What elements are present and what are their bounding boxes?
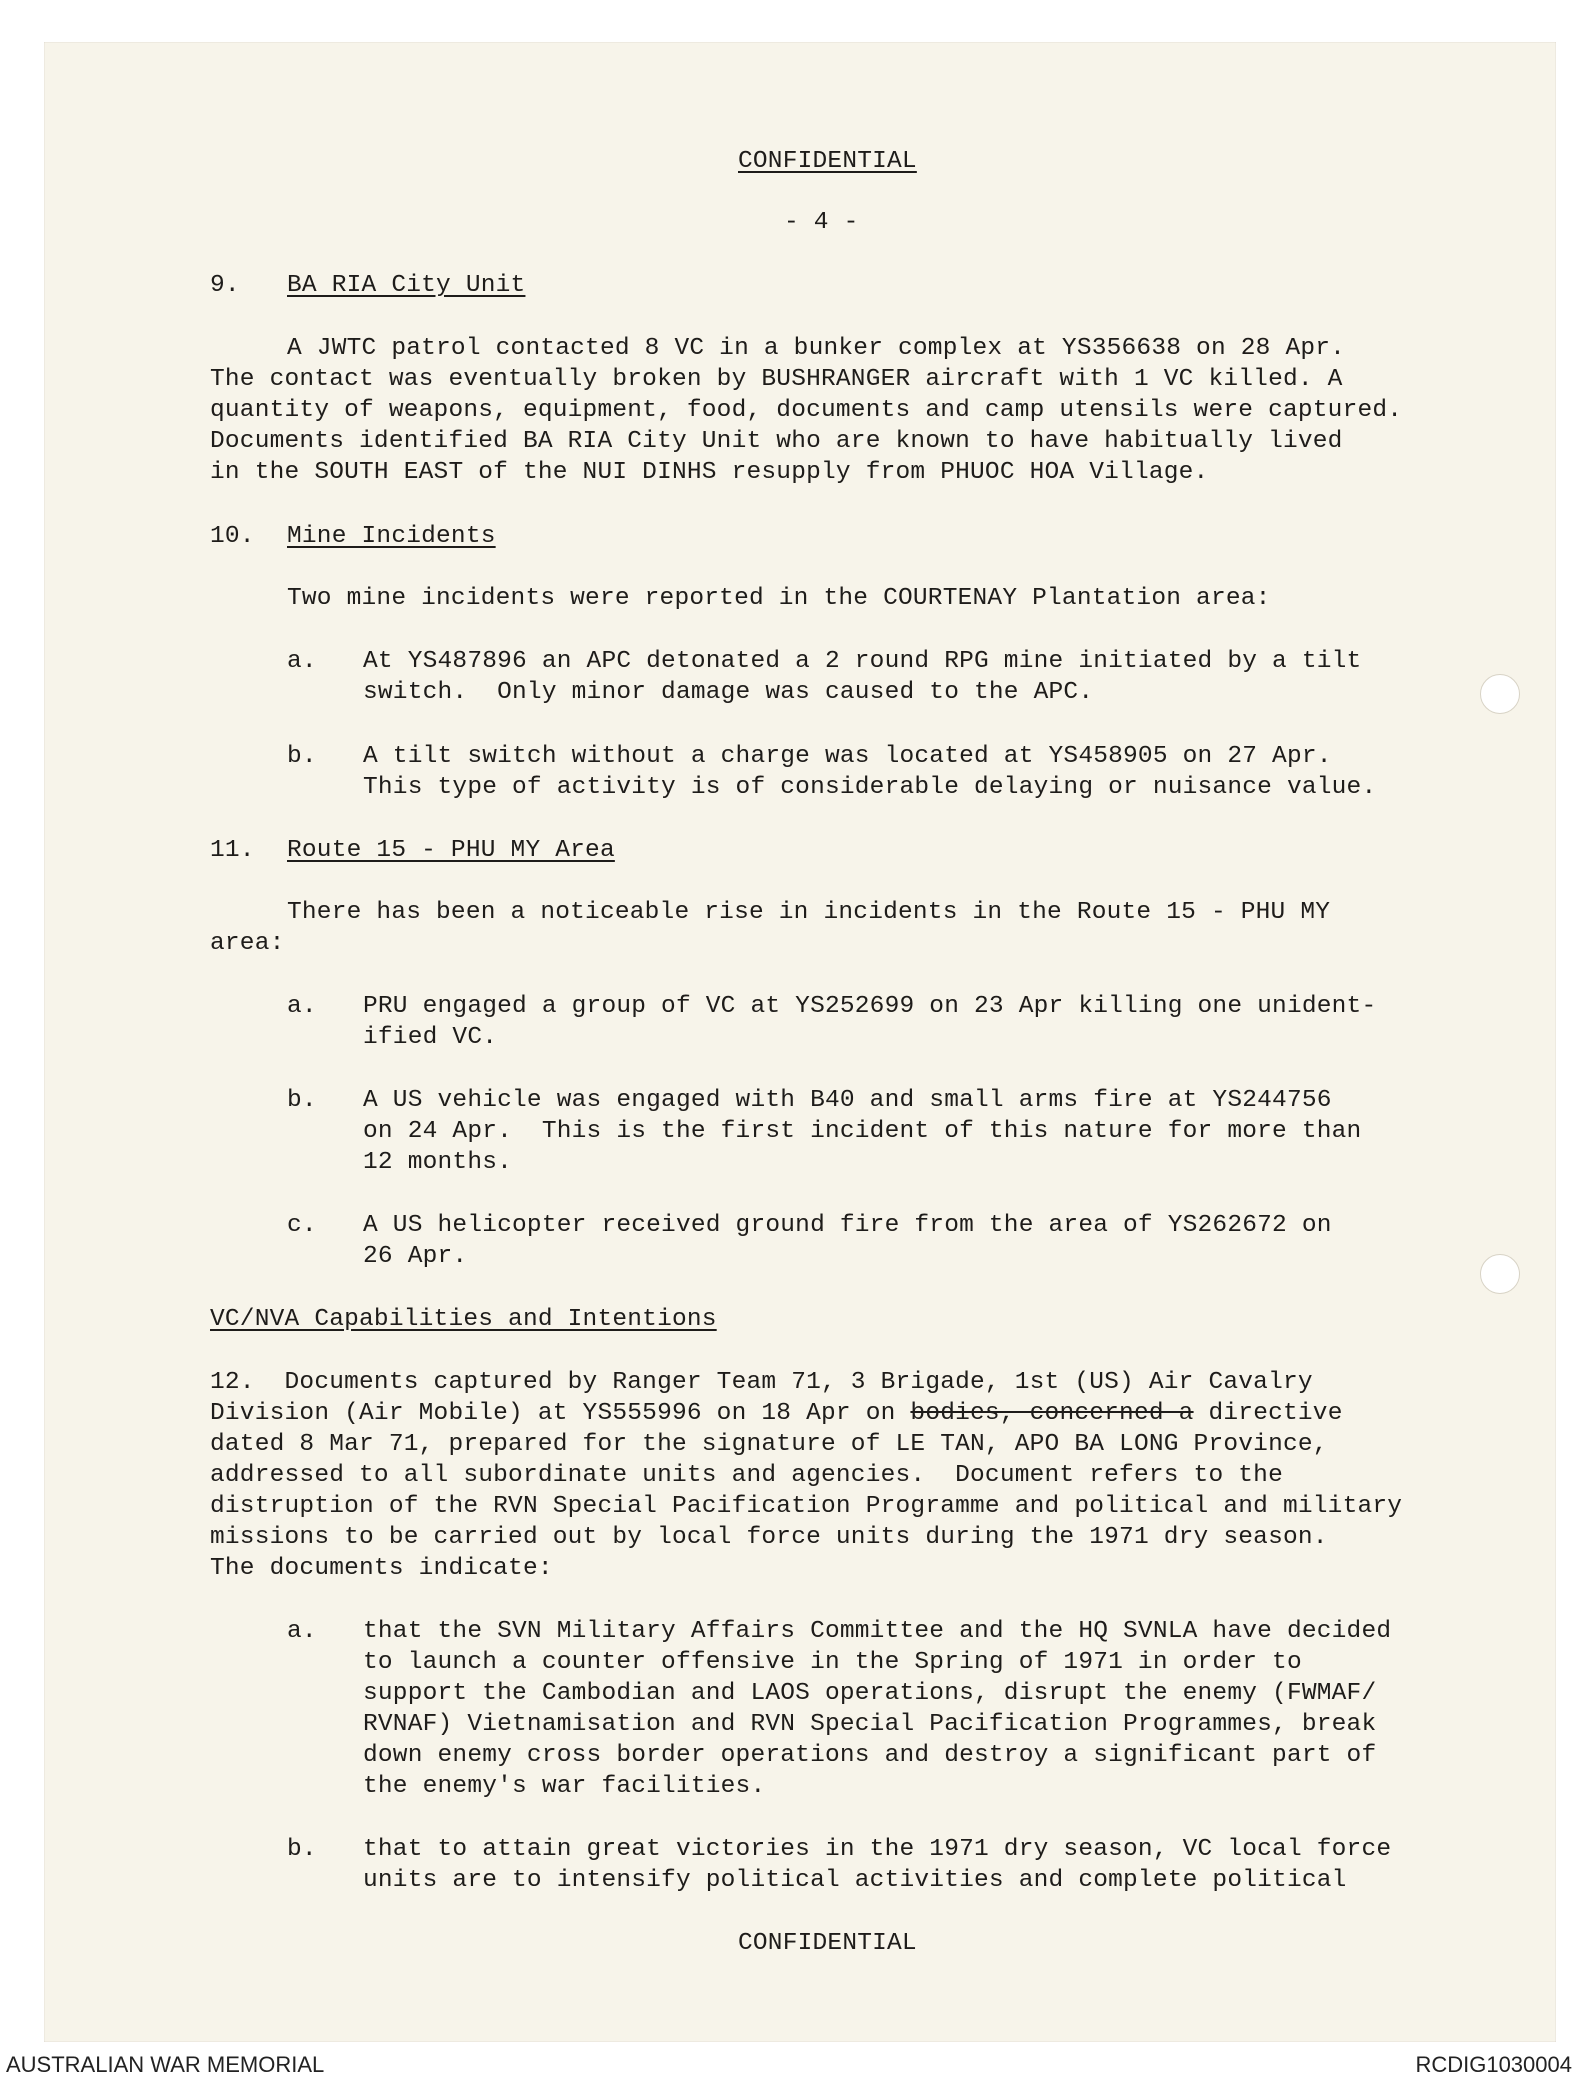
list-item-line: support the Cambodian and LAOS operations, disrupt the enemy (FWMAF/ bbox=[363, 1680, 1377, 1707]
list-item-letter: a. bbox=[287, 1618, 317, 1645]
section-11-title: Route 15 - PHU MY Area bbox=[287, 837, 615, 864]
list-item-line: to launch a counter offensive in the Spring of 1971 in order to bbox=[363, 1649, 1302, 1676]
list-item-line: the enemy's war facilities. bbox=[363, 1773, 766, 1800]
list-item-letter: a. bbox=[287, 648, 317, 675]
list-item-line: This type of activity is of considerable delaying or nuisance value. bbox=[363, 774, 1377, 801]
list-item-line: A US vehicle was engaged with B40 and small arms fire at YS244756 bbox=[363, 1087, 1332, 1114]
section-9-number: 9. bbox=[210, 272, 240, 299]
section-9-line: in the SOUTH EAST of the NUI DINHS resupply from PHUOC HOA Village. bbox=[210, 459, 1209, 486]
section-9-line: The contact was eventually broken by BUSHRANGER aircraft with 1 VC killed. A bbox=[210, 366, 1343, 393]
list-item-letter: b. bbox=[287, 1087, 317, 1114]
section-11-number: 11. bbox=[210, 837, 255, 864]
struck-text: bodies, concerned a bbox=[910, 1400, 1194, 1427]
para-12-line: Division (Air Mobile) at YS555996 on 18 Apr on bodies, concerned a directive bbox=[210, 1400, 1343, 1427]
list-item-line: 12 months. bbox=[363, 1149, 513, 1176]
list-item-line: A tilt switch without a charge was located at YS458905 on 27 Apr. bbox=[363, 743, 1332, 770]
list-item-line: RVNAF) Vietnamisation and RVN Special Pacification Programmes, break bbox=[363, 1711, 1377, 1738]
classification-footer: CONFIDENTIAL bbox=[738, 1930, 917, 1957]
list-item-line: units are to intensify political activities and complete political bbox=[363, 1867, 1347, 1894]
para-12-line: dated 8 Mar 71, prepared for the signature of LE TAN, APO BA LONG Province, bbox=[210, 1431, 1328, 1458]
section-10-intro: Two mine incidents were reported in the COURTENAY Plantation area: bbox=[287, 585, 1271, 612]
para-12-line: distruption of the RVN Special Pacification Programme and political and military bbox=[210, 1493, 1403, 1520]
section-9-title: BA RIA City Unit bbox=[287, 272, 526, 299]
list-item-letter: b. bbox=[287, 743, 317, 770]
para-12-line: 12. Documents captured by Ranger Team 71, 3 Brigade, 1st (US) Air Cavalry bbox=[210, 1369, 1313, 1396]
archive-name: AUSTRALIAN WAR MEMORIAL bbox=[6, 2052, 325, 2077]
list-item-line: PRU engaged a group of VC at YS252699 on 23 Apr killing one unident- bbox=[363, 993, 1377, 1020]
list-item-letter: c. bbox=[287, 1212, 317, 1239]
section-11-intro: There has been a noticeable rise in incidents in the Route 15 - PHU MY bbox=[287, 899, 1331, 926]
punch-hole bbox=[1480, 674, 1520, 714]
para-12-line: The documents indicate: bbox=[210, 1555, 553, 1582]
section-9-line: quantity of weapons, equipment, food, documents and camp utensils were captured. bbox=[210, 397, 1403, 424]
para-12-line: addressed to all subordinate units and agencies. Document refers to the bbox=[210, 1462, 1283, 1489]
list-item-line: that to attain great victories in the 1971 dry season, VC local force bbox=[363, 1836, 1392, 1863]
list-item-letter: b. bbox=[287, 1836, 317, 1863]
section-10-title: Mine Incidents bbox=[287, 523, 496, 550]
archive-footer bbox=[0, 2042, 1582, 2082]
list-item-line: on 24 Apr. This is the first incident of this nature for more than bbox=[363, 1118, 1362, 1145]
classification-header: CONFIDENTIAL bbox=[738, 148, 917, 175]
section-9-line: A JWTC patrol contacted 8 VC in a bunker complex at YS356638 on 28 Apr. bbox=[287, 335, 1346, 362]
page-number: - 4 - bbox=[784, 209, 859, 236]
list-item-line: A US helicopter received ground fire from the area of YS262672 on bbox=[363, 1212, 1332, 1239]
punch-hole bbox=[1480, 1254, 1520, 1294]
capabilities-heading: VC/NVA Capabilities and Intentions bbox=[210, 1306, 717, 1333]
section-10-number: 10. bbox=[210, 523, 255, 550]
section-11-intro: area: bbox=[210, 930, 285, 957]
list-item-letter: a. bbox=[287, 993, 317, 1020]
list-item-line: that the SVN Military Affairs Committee and the HQ SVNLA have decided bbox=[363, 1618, 1392, 1645]
list-item-line: 26 Apr. bbox=[363, 1243, 468, 1270]
list-item-line: down enemy cross border operations and destroy a significant part of bbox=[363, 1742, 1377, 1769]
archive-id: RCDIG1030004 bbox=[1415, 2052, 1572, 2077]
list-item-line: At YS487896 an APC detonated a 2 round RPG mine initiated by a tilt bbox=[363, 648, 1362, 675]
list-item-line: switch. Only minor damage was caused to the APC. bbox=[363, 679, 1094, 706]
para-12-line: missions to be carried out by local force units during the 1971 dry season. bbox=[210, 1524, 1328, 1551]
section-9-line: Documents identified BA RIA City Unit who are known to have habitually lived bbox=[210, 428, 1343, 455]
list-item-line: ified VC. bbox=[363, 1024, 498, 1051]
